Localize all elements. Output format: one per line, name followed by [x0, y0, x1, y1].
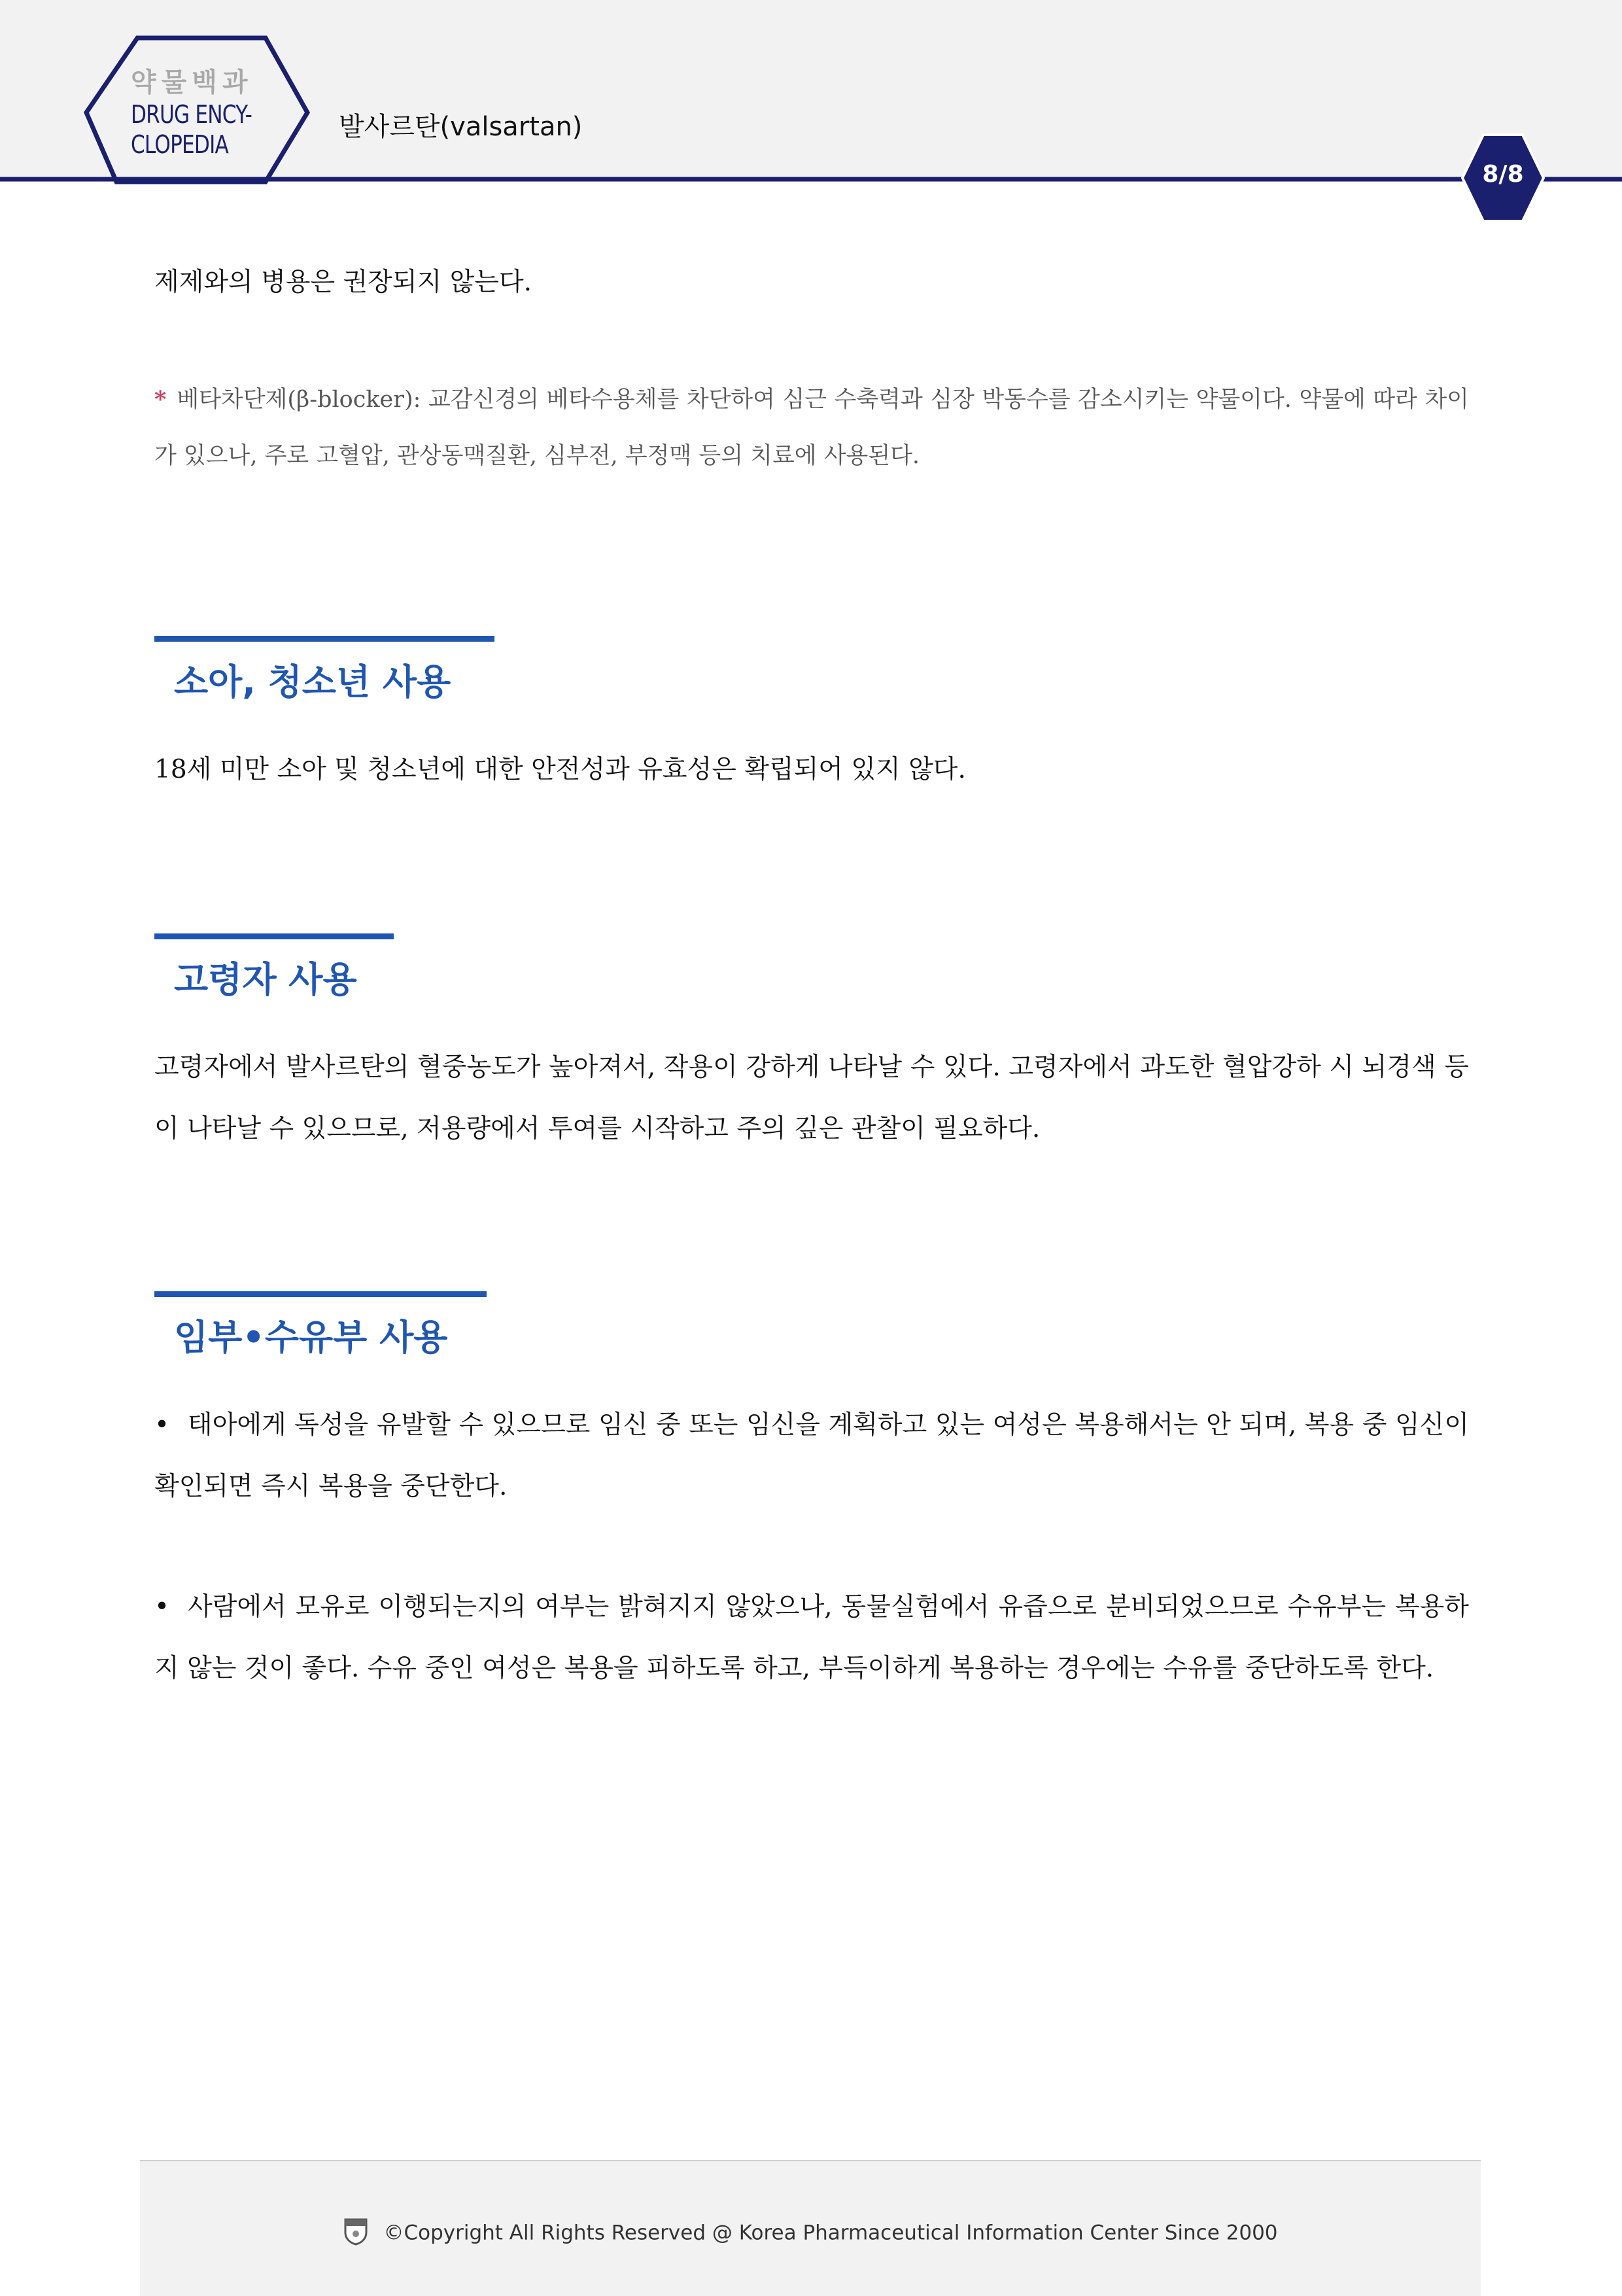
footnote-marker: *: [154, 386, 167, 413]
copyright-text: ©Copyright All Rights Reserved @ Korea Pharmaceutical Information Center Since 2000: [383, 2221, 1278, 2245]
footer-copyright-row: [140, 2217, 1481, 2251]
intro-paragraph: 제제와의 병용은 권장되지 않는다.: [154, 268, 532, 297]
section-bar-elderly: [154, 933, 394, 939]
section-title-pediatric: 소아, 청소년 사용: [174, 661, 451, 703]
section-bar-pediatric: [154, 636, 494, 642]
list-item: [154, 1576, 1469, 1699]
bullet-marker: •: [154, 1410, 170, 1440]
footer: [140, 2160, 1481, 2296]
page-number: 8/8: [1482, 161, 1524, 188]
bullet-text-pregnancy: 태아에게 독성을 유발할 수 있으므로 임신 중 또는 임신을 계획하고 있는 여성은 복용해서는 안 되며, 복용 중 임신이 확인되면 즉시 복용을 중단한다.: [154, 1410, 1469, 1501]
section-bar-pregnancy: [154, 1291, 487, 1297]
section-title-pregnancy: 임부•수유부 사용: [174, 1317, 448, 1358]
logo-english-line1: DRUG ENCY-: [131, 100, 252, 129]
section-body-elderly: 고령자에서 발사르탄의 혈중농도가 높아져서, 작용이 강하게 나타날 수 있다. 고령자에서 과도한 혈압강하 시 뇌경색 등이 나타날 수 있으므로, 저용량에서 투여를 시작하고 주의 깊은 관찰이 필요하다.: [154, 1052, 1469, 1143]
section-title-elderly: 고령자 사용: [174, 959, 357, 1000]
shield-icon: [343, 2217, 369, 2251]
footnote: [154, 372, 1469, 484]
list-item: [154, 1395, 1469, 1518]
document-title: 발사르탄(valsartan): [339, 112, 583, 142]
bullet-text-lactation: 사람에서 모유로 이행되는지의 여부는 밝혀지지 않았으나, 동물실험에서 유즙으로 분비되었으므로 수유부는 복용하지 않는 것이 좋다. 수유 중인 여성은 복용을 피하도록 하고, 부득이하게 복용하는 경우에는 수유를 중단하도록 한다.: [154, 1592, 1469, 1683]
logo-korean: 약물백과: [131, 67, 253, 97]
section-body-pediatric: 18세 미만 소아 및 청소년에 대한 안전성과 유효성은 확립되어 있지 않다.: [154, 755, 966, 784]
logo-english-line2: CLOPEDIA: [131, 130, 228, 159]
logo: [131, 65, 301, 160]
footnote-text: 베타차단제(β-blocker): 교감신경의 베타수용체를 차단하여 심근 수축력과 심장 박동수를 감소시키는 약물이다. 약물에 따라 차이가 있으나, 주로 고혈압, 관상동맥질환, 심부전, 부정맥 등의 치료에 사용된다.: [154, 387, 1469, 469]
bullet-marker: •: [154, 1592, 170, 1622]
